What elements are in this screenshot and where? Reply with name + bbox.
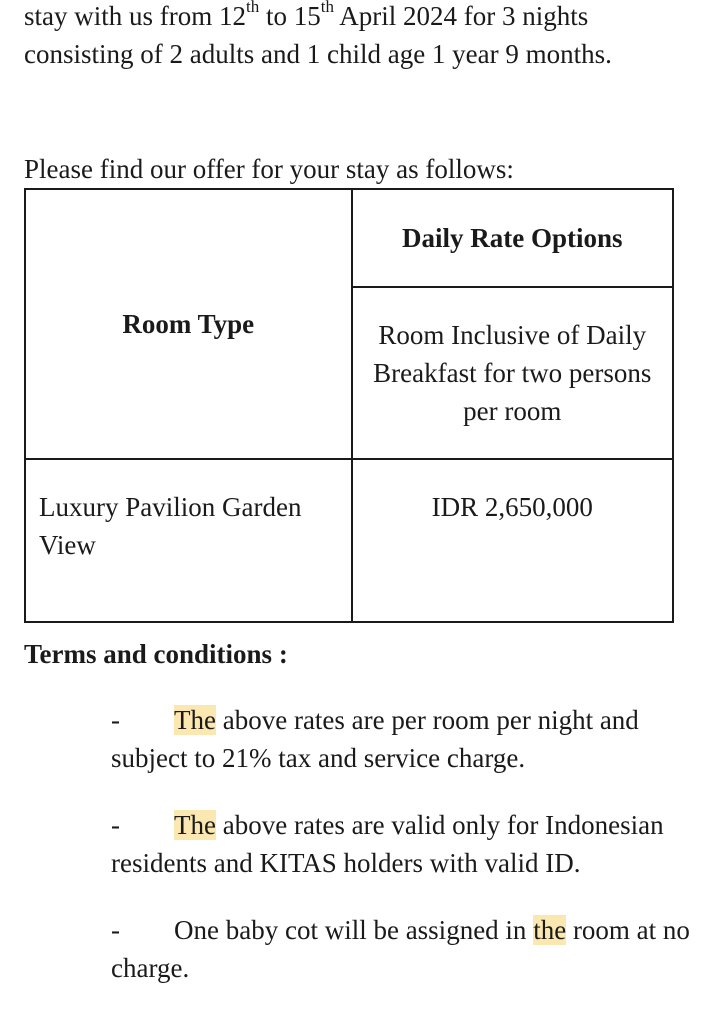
intro-text-part1: stay with us from 12: [24, 1, 246, 31]
superscript-th: th: [246, 0, 260, 16]
highlighted-word: the: [533, 915, 567, 945]
room-name-cell: Luxury Pavilion Garden View: [25, 459, 352, 622]
intro-text-part2: to 15: [259, 1, 321, 31]
intro-text: [24, 0, 694, 73]
superscript-th: th: [320, 0, 334, 16]
bullet-dash: -: [111, 915, 120, 945]
room-price-cell: IDR 2,650,000: [352, 459, 673, 622]
terms-list: [111, 701, 691, 1016]
bullet-dash: -: [111, 705, 120, 735]
rate-table: [24, 188, 674, 623]
list-item: [111, 701, 691, 777]
table-header-row: [25, 189, 673, 287]
rate-description: Room Inclusive of Daily Breakfast for two persons per room: [373, 320, 652, 426]
list-item: [111, 911, 691, 987]
room-type-header: Room Type: [25, 189, 352, 459]
term-text: room at no charge.: [111, 915, 690, 983]
term-text: above rates are valid only for Indonesian residents and KITAS holders with valid ID.: [111, 810, 664, 878]
terms-heading: Terms and conditions :: [24, 639, 288, 669]
table-row: [25, 459, 673, 622]
term-text: above rates are per room per night and subject to 21% tax and service charge.: [111, 705, 639, 773]
highlighted-word: The: [174, 705, 216, 735]
intro-paragraph: [24, 0, 694, 73]
intro-text-part3: April 2024 for 3 nights consisting of 2 adults and 1 child age 1 year 9 months.: [24, 1, 612, 69]
rate-options-header: Daily Rate Options: [352, 189, 673, 287]
list-item: [111, 806, 691, 882]
rate-description-cell: [352, 287, 673, 459]
highlighted-word: The: [174, 810, 216, 840]
offer-intro: Please find our offer for your stay as follows:: [24, 154, 514, 184]
term-text: One baby cot will be assigned in: [174, 915, 534, 945]
bullet-dash: -: [111, 810, 120, 840]
